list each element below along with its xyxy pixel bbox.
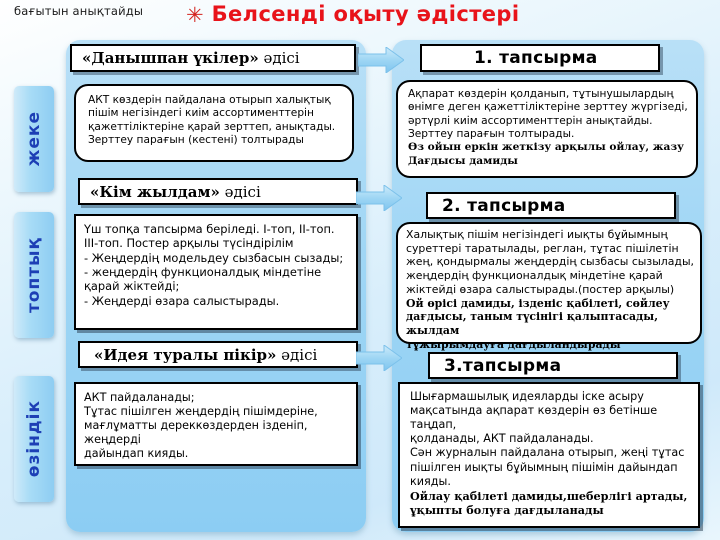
category-tab-label: жеке	[24, 111, 44, 167]
method-body-0	[74, 84, 354, 162]
category-tab-zheke[interactable]	[14, 86, 54, 192]
body-line: мақсатында ақпарат көздерін өз бетінше таңдап,	[410, 404, 658, 432]
body-line: - Жеңдердің модельдеу сызбасын сызады;	[84, 250, 344, 265]
body-line: - жеңдердің функционалдық міндетіне	[84, 265, 322, 280]
task-title-text: 2. тапсырма	[442, 195, 566, 216]
category-tab-ozindik[interactable]	[14, 376, 54, 502]
method-title-quoted: «Кім жылдам»	[90, 182, 220, 201]
body-line: Халықтық пішім негізіндегі иықты бұйымның	[406, 228, 668, 241]
body-line: жең, қондырмалы жеңдердің сызбасы сызылады,	[406, 255, 695, 269]
page-title	[186, 2, 519, 26]
page-title-text: Белсенді оқыту әдістері	[211, 2, 520, 26]
body-line: - Жеңдерді өзара салыстырады.	[84, 293, 280, 308]
body-line: Өз ойын еркін жеткізу арқылы ойлау, жазу	[408, 141, 684, 154]
method-body-2	[74, 382, 358, 466]
body-line: дағдысы, таным түсінігі қалыптасады, жылдам	[406, 310, 658, 338]
body-line: қажеттіліктеріне қарай зерттеп, анықтады.	[88, 120, 336, 133]
task-body-0	[396, 80, 698, 178]
body-line: Сән журналын пайдалана отырып, жеңі тұтас	[410, 446, 685, 460]
category-tab-label: өзіндік	[24, 400, 44, 478]
body-line: қолданады, АКТ пайдаланады.	[410, 432, 594, 446]
body-line: Ойлау қабілеті дамиды,шеберлігі артады,	[410, 488, 688, 503]
body-line: жеңдердің функционалдық міндетіне қарай	[406, 269, 663, 283]
overflow-text: бағытын анықтайды	[14, 4, 144, 18]
task-title-2	[428, 352, 678, 379]
task-title-1	[426, 192, 676, 219]
method-body-1	[74, 214, 358, 330]
body-line: жіктейді өзара салыстырады.(постер арқылы)	[406, 282, 675, 296]
arrow-right-icon	[358, 47, 404, 77]
method-title-suffix: әдісі	[258, 49, 300, 67]
body-line: қарай жіктейді;	[84, 279, 180, 294]
body-line: Тұтас пішілген жеңдердің пішімдеріне,	[84, 405, 318, 419]
body-line: Зерттеу парағын (кестені) толтырады	[88, 134, 304, 147]
body-line: кияды.	[410, 474, 451, 488]
body-line: тұжырымдауға дағдыландырады	[406, 337, 621, 351]
method-title-suffix: әдісі	[276, 345, 318, 364]
task-body-1	[396, 222, 702, 351]
body-line: ұқыпты болуға дағдыланады	[410, 502, 604, 517]
task-title-text: 3.тапсырма	[444, 355, 562, 376]
body-line: мағлұматты дереккөздерден ізденіп, жеңдерді	[84, 419, 308, 447]
body-line: Зерттеу парағын толтырады.	[408, 128, 575, 141]
body-line: дайындап кияды.	[84, 447, 189, 461]
body-line: Шығармашылық идеяларды іске асыру	[410, 390, 644, 403]
body-line: Ақпарат көздерін қолданып, тұтынушылардың	[408, 88, 674, 100]
method-title-0	[70, 44, 356, 72]
body-line: Дағдысы дамиды	[408, 154, 518, 167]
body-line: суреттері таратылады, реглан, тұтас пішілетін	[406, 241, 679, 255]
method-title-suffix: әдісі	[219, 182, 261, 201]
arrow-right-icon	[356, 185, 402, 215]
arrow-right-icon	[356, 345, 402, 375]
category-tab-toptyq[interactable]	[14, 212, 54, 338]
method-title-quoted: «Идея туралы пікір»	[94, 345, 277, 364]
body-line: Ой өрісі дамиды, ізденіс қабілеті, сөйлеу	[406, 296, 670, 310]
body-line: әртүрлі киім ассортименттерін анықтайды.	[408, 114, 653, 127]
task-body-2	[398, 382, 700, 528]
method-title-1	[78, 178, 358, 205]
category-tab-label: топтық	[24, 236, 44, 314]
body-line: пішілген иықты бұйымның пішімін дайындап	[410, 460, 678, 474]
body-line: АКТ көздерін пайдалана отырып халықтық	[88, 94, 331, 106]
body-line: өнімге деген қажеттіліктеріне зерттеу жүргізеді,	[408, 101, 688, 114]
task-title-0	[420, 44, 660, 72]
method-title-2	[78, 341, 358, 368]
task-title-text: 1. тапсырма	[474, 48, 598, 68]
body-line: пішім негізіндегі киім ассортименттерін	[88, 107, 314, 120]
body-line: АКТ пайдаланады;	[84, 391, 195, 404]
method-title-quoted: «Данышпан үкілер»	[82, 49, 259, 67]
asterisk-icon: ✳	[186, 2, 204, 27]
body-line: Үш топқа тапсырма беріледі. I-топ, II-топ.	[84, 222, 335, 236]
body-line: III-топ. Постер арқылы түсіндірілім	[84, 236, 294, 251]
